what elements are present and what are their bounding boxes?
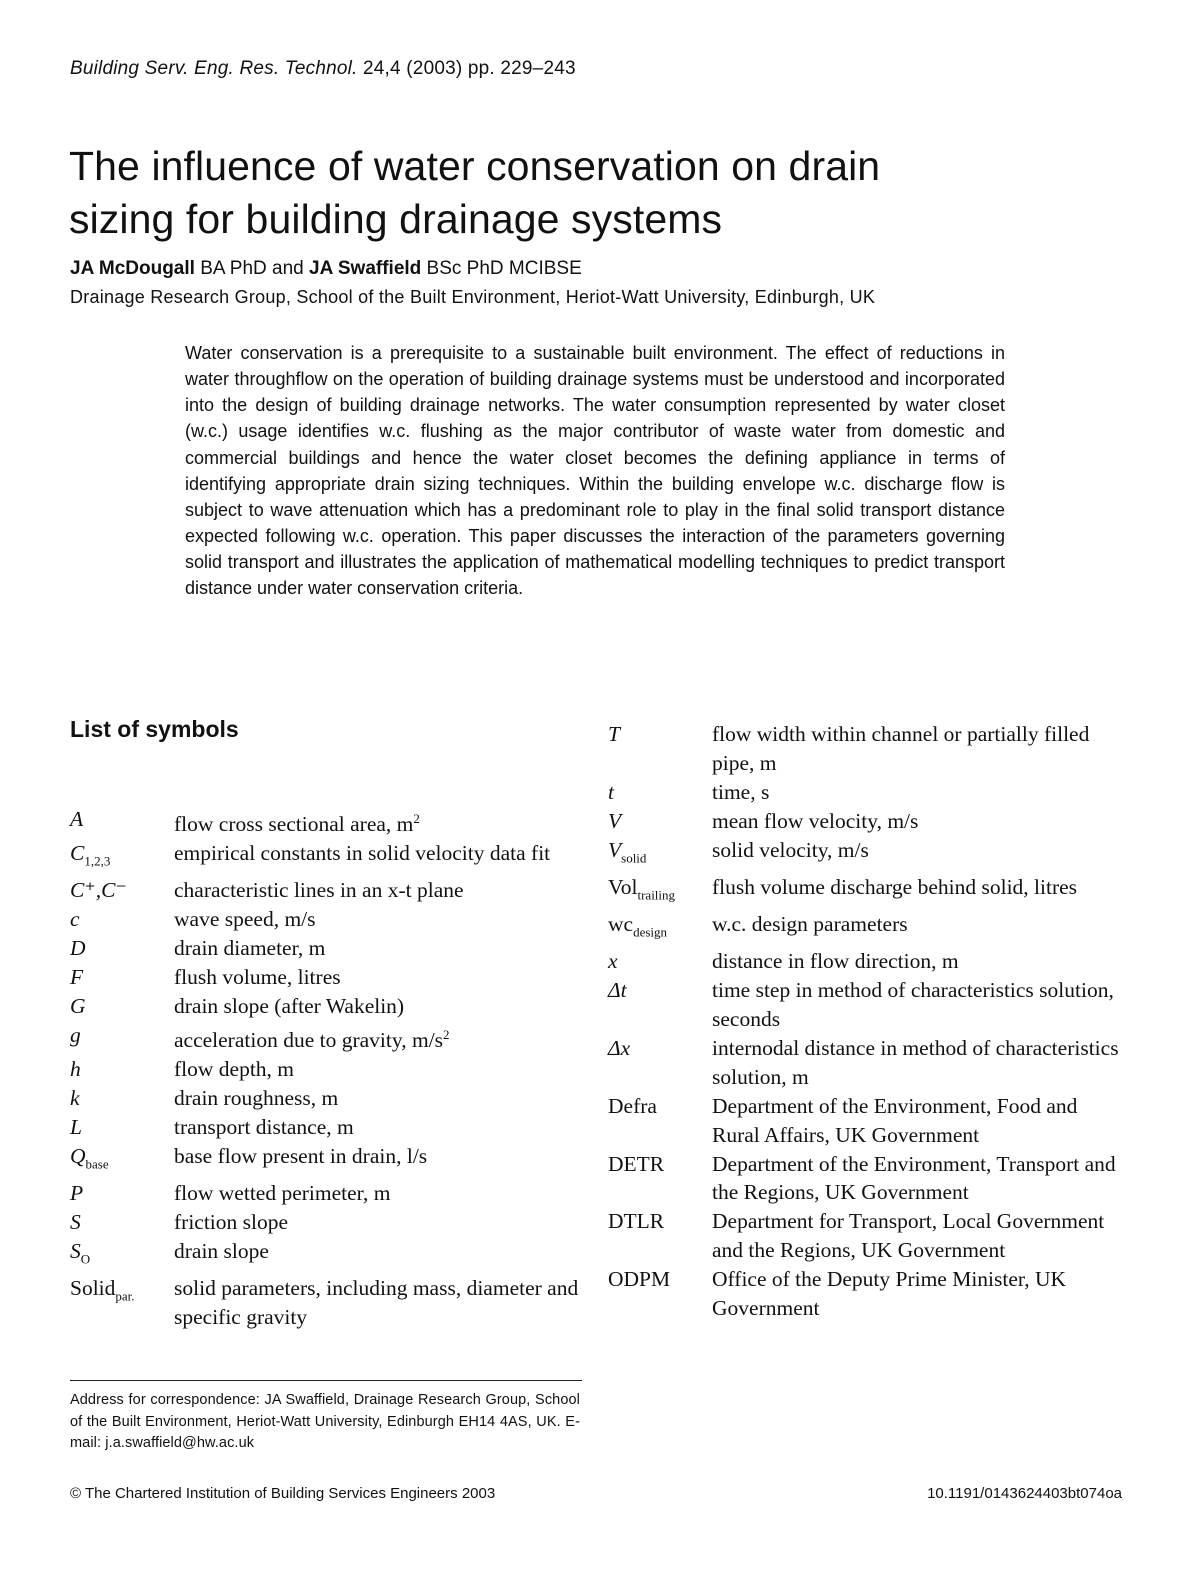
symbol-row — [70, 805, 580, 839]
symbol: T — [608, 722, 620, 746]
symbol-row — [70, 905, 580, 934]
author-2-name: JA Swaffield — [309, 258, 422, 279]
list-of-symbols-heading: List of symbols — [70, 716, 239, 742]
symbol-row — [608, 807, 1128, 836]
symbol: Solid$_{par.}$ — [70, 1275, 135, 1304]
symbol-definition: internodal distance in method of characteristics solution, m — [712, 1035, 1119, 1089]
symbol-definition: flow cross sectional area, $m^2$ — [174, 811, 420, 837]
symbol: $Q_{base}$ — [70, 1143, 109, 1171]
symbol: Δx — [608, 1035, 631, 1060]
symbol-row — [70, 1274, 580, 1332]
symbol-definition: characteristic lines in an x-t plane — [174, 878, 464, 903]
symbol-row — [608, 1207, 1128, 1265]
symbol-row — [70, 934, 580, 963]
symbol: c — [70, 907, 80, 932]
symbol-definition: wave speed, m/s — [174, 907, 316, 932]
symbol-definition: empirical constants in solid velocity data fit — [174, 841, 551, 866]
symbol-row — [70, 992, 580, 1021]
symbol-definition: flush volume discharge behind solid, litres — [712, 874, 1078, 899]
symbol-definition: Office of the Deputy Prime Minister, UK Government — [712, 1267, 1067, 1321]
symbol: t — [608, 779, 614, 804]
symbol: g — [70, 1022, 81, 1047]
paper-title — [69, 140, 880, 246]
symbol: Defra — [608, 1093, 657, 1118]
symbol: F — [70, 964, 84, 989]
symbol: Δt — [608, 978, 627, 1003]
symbol-row — [608, 910, 1128, 947]
symbol: x — [608, 949, 618, 974]
correspondence-address: Address for correspondence: JA Swaffield, Drainage Research Group, School of the Built Environment, Heriot-Watt University, Edinburgh EH14 4AS, UK. E-mail: j.a.swaffield@hw.ac.uk — [70, 1392, 580, 1451]
symbol-definition: friction slope — [174, 1209, 289, 1234]
symbol: $wc_{design}$ — [608, 912, 668, 940]
journal-citation — [70, 58, 576, 80]
symbol-definition: mean flow velocity, m/s — [712, 808, 919, 833]
symbol: DTLR — [608, 1209, 665, 1234]
symbol-definition: w.c. design parameters — [712, 912, 908, 937]
symbol: $V_{solid}$ — [608, 837, 647, 865]
symbol-row — [70, 1142, 580, 1179]
symbol-row — [608, 720, 1128, 778]
symbol-row — [70, 1084, 580, 1113]
symbol-definition: Department of the Environment, Food and Rural Affairs, UK Government — [712, 1093, 1078, 1147]
symbol-definition: drain slope — [174, 1238, 269, 1263]
footnote-divider — [70, 1380, 582, 1381]
symbol-row — [608, 778, 1128, 807]
symbol-row — [70, 1179, 580, 1208]
symbol-row — [608, 873, 1128, 910]
author-2-degrees: BSc PhD MCIBSE — [421, 258, 582, 279]
symbol-row — [608, 836, 1128, 873]
symbol-definition: drain diameter, m — [174, 936, 326, 961]
symbol: ODPM — [608, 1267, 671, 1292]
symbol-row — [70, 963, 580, 992]
doi: 10.1191/0143624403bt074oa — [927, 1485, 1122, 1502]
symbol: k — [70, 1085, 80, 1110]
symbol: Vol$_{trailing}$ — [608, 874, 676, 903]
symbol: C⁺,C⁻ — [70, 878, 127, 903]
symbol: D — [70, 936, 86, 961]
symbol-row — [70, 839, 580, 876]
symbol: P — [70, 1180, 84, 1205]
symbol-row — [608, 1265, 1128, 1323]
symbol-list-left — [70, 805, 580, 1332]
symbol-row — [70, 1208, 580, 1237]
symbol-row — [70, 876, 580, 905]
symbol-row — [608, 1092, 1128, 1150]
symbol-definition: flow width within channel or partially filled pipe, m — [712, 722, 1090, 775]
symbol-definition: time step in method of characteristics solution, seconds — [712, 978, 1114, 1032]
symbol-definition: distance in flow direction, m — [712, 949, 959, 974]
title-line-2: sizing for building drainage systems — [69, 196, 723, 242]
symbol-row — [608, 1150, 1128, 1208]
symbol-definition: acceleration due to gravity, $m/s^2$ — [174, 1026, 450, 1052]
symbol-row — [70, 1055, 580, 1084]
author-line — [70, 258, 582, 280]
symbol: h — [70, 1056, 81, 1081]
symbol: DETR — [608, 1151, 665, 1176]
symbol-definition: solid velocity, m/s — [712, 837, 869, 862]
title-line-1: The influence of water conservation on drain — [69, 143, 881, 189]
symbol-row — [608, 947, 1128, 976]
author-1-degrees: BA PhD and — [194, 258, 309, 279]
symbol: S — [70, 1209, 81, 1234]
symbol-definition: time, s — [712, 779, 770, 804]
symbol: L — [70, 1114, 82, 1139]
copyright-notice: © The Chartered Institution of Building Services Engineers 2003 — [70, 1485, 496, 1502]
symbol-row — [608, 976, 1128, 1034]
symbol-row — [70, 1237, 580, 1274]
symbol-definition: drain slope (after Wakelin) — [174, 993, 405, 1018]
symbol-definition: base flow present in drain, l/s — [174, 1143, 428, 1168]
symbol-row — [608, 1034, 1128, 1092]
symbol-definition: flow depth, m — [174, 1056, 295, 1081]
symbol-definition: Department for Transport, Local Government and the Regions, UK Government — [712, 1209, 1105, 1263]
symbol-definition: Department of the Environment, Transport and the Regions, UK Government — [712, 1151, 1116, 1205]
symbol-row — [70, 1113, 580, 1142]
symbol-definition: flow wetted perimeter, m — [174, 1180, 391, 1205]
symbol-row — [70, 1021, 580, 1055]
symbol: A — [70, 807, 84, 831]
symbol: V — [608, 808, 622, 833]
symbol: $C_{1,2,3}$ — [70, 841, 111, 869]
abstract: Water conservation is a prerequisite to a sustainable built environment. The effect of reductions in water throughflow on the operation of building drainage systems must be understood and incorporated into the design of building drainage networks. The water consumption represented by water closet (w.c.) usage identifies w.c. flushing as the major contributor of waste water from domestic and commercial buildings and hence the water closet becomes the defining appliance in terms of identifying appropriate drain sizing techniques. Within the building envelope w.c. discharge flow is subject to wave attenuation which has a predominant role to play in the final solid transport distance expected following w.c. operation. This paper discusses the interaction of the parameters governing solid transport and illustrates the application of mathematical modelling techniques to predict transport distance under water conservation criteria. — [185, 343, 1005, 599]
journal-name: Building Serv. Eng. Res. Technol. — [70, 58, 358, 79]
symbol: G — [70, 993, 86, 1018]
symbol-list-right — [608, 720, 1128, 1323]
symbol-definition: transport distance, m — [174, 1114, 354, 1139]
symbol: $S_O$ — [70, 1238, 91, 1266]
symbol-definition: solid parameters, including mass, diameter and specific gravity — [174, 1275, 579, 1329]
author-1-name: JA McDougall — [70, 258, 195, 279]
symbol-definition: flush volume, litres — [174, 964, 341, 989]
affiliation: Drainage Research Group, School of the Built Environment, Heriot-Watt University, Edinburgh, UK — [70, 287, 876, 307]
symbol-definition: drain roughness, m — [174, 1085, 339, 1110]
journal-details: 24,4 (2003) pp. 229–243 — [357, 58, 576, 79]
